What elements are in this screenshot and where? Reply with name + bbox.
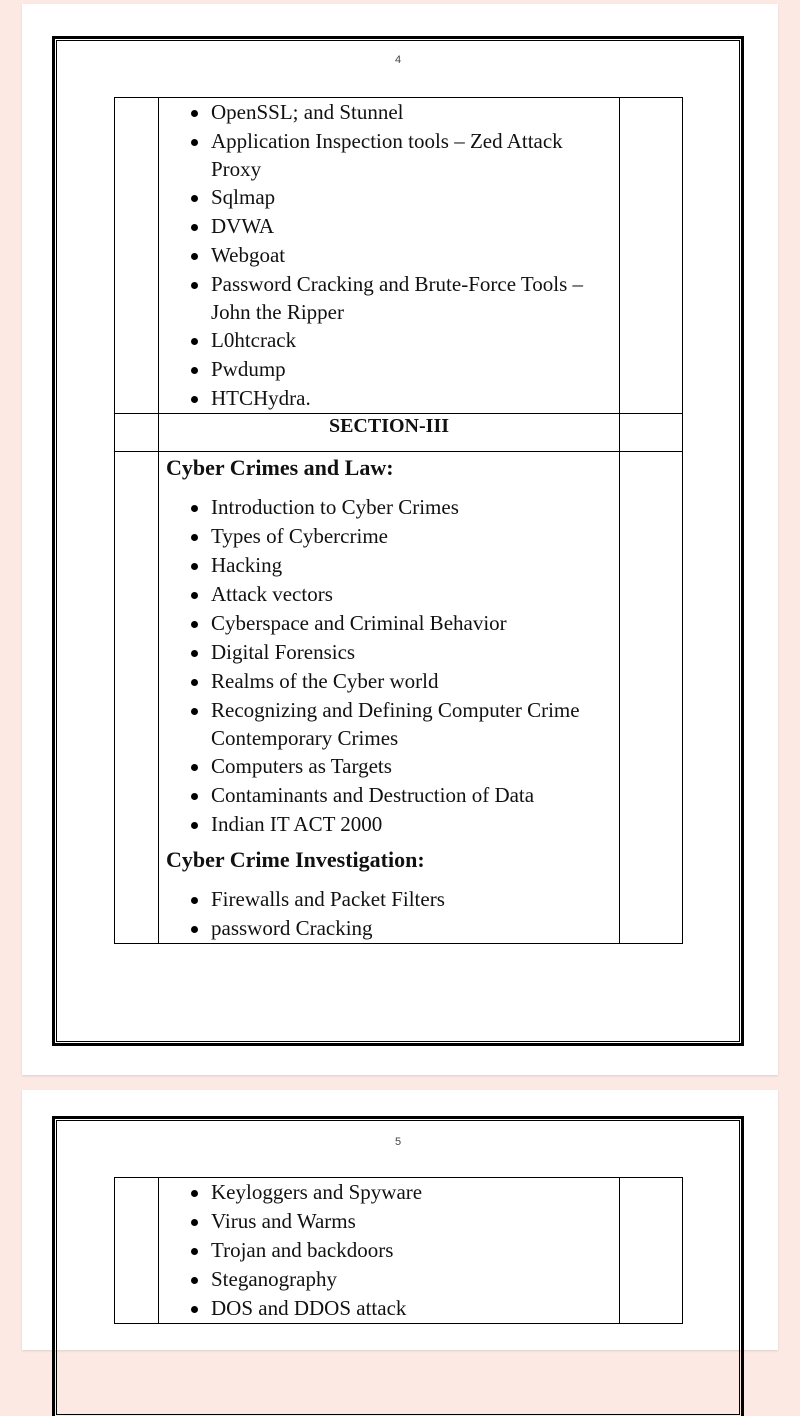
table-cell [620,1178,683,1324]
document-page-4 [22,4,778,1075]
table-cell [115,1178,159,1324]
cyber-crimes-list [159,493,619,839]
list-item: Trojan and backdoors [159,1236,619,1265]
table-cell [620,98,683,414]
table-cell [159,452,620,944]
list-item: Sqlmap [159,183,619,212]
list-item: Cyberspace and Criminal Behavior [159,609,619,638]
document-page-5 [22,1090,778,1350]
page-border [52,36,744,1046]
list-item: Computers as Targets [159,752,619,781]
page-border [52,1116,744,1416]
table-cell [115,414,159,452]
investigation-heading: Cyber Crime Investigation: [166,847,425,872]
list-item: Hacking [159,551,619,580]
table-cell [159,1178,620,1324]
table-cell [620,414,683,452]
list-item: Pwdump [159,355,619,384]
list-item: Types of Cybercrime [159,522,619,551]
list-item: Firewalls and Packet Filters [159,885,619,914]
table-cell [159,98,620,414]
list-item: password Cracking [159,914,619,943]
list-item: Keyloggers and Spyware [159,1178,619,1207]
section-title: SECTION-III [159,414,620,452]
list-item: Introduction to Cyber Crimes [159,493,619,522]
list-item: Contaminants and Destruction of Data [159,781,619,810]
list-item: Steganography [159,1265,619,1294]
table-row [115,452,683,944]
list-item: DVWA [159,212,619,241]
list-item: Digital Forensics [159,638,619,667]
list-item: HTCHydra. [159,384,619,413]
table-cell [620,452,683,944]
page-number: 5 [394,1136,402,1148]
table-row [115,1178,683,1324]
table-row [115,98,683,414]
list-item: OpenSSL; and Stunnel [159,98,619,127]
list-item: Realms of the Cyber world [159,667,619,696]
table-cell [115,452,159,944]
list-item: Webgoat [159,241,619,270]
list-item: Password Cracking and Brute-Force Tools – John the Ripper [159,270,619,326]
list-item: Virus and Warms [159,1207,619,1236]
list-item: Attack vectors [159,580,619,609]
list-item: L0htcrack [159,326,619,355]
tools-list [159,98,619,413]
topics-list [159,1178,619,1323]
investigation-list [159,885,619,943]
syllabus-table [114,1177,683,1324]
table-row [115,414,683,452]
list-item: DOS and DDOS attack [159,1294,619,1323]
list-item: Application Inspection tools – Zed Attack Proxy [159,127,619,183]
table-cell [115,98,159,414]
syllabus-table [114,97,683,944]
list-item: Indian IT ACT 2000 [159,810,619,839]
list-item: Recognizing and Defining Computer Crime Contemporary Crimes [159,696,619,752]
cyber-crimes-heading: Cyber Crimes and Law: [166,455,394,480]
page-number: 4 [394,54,402,66]
